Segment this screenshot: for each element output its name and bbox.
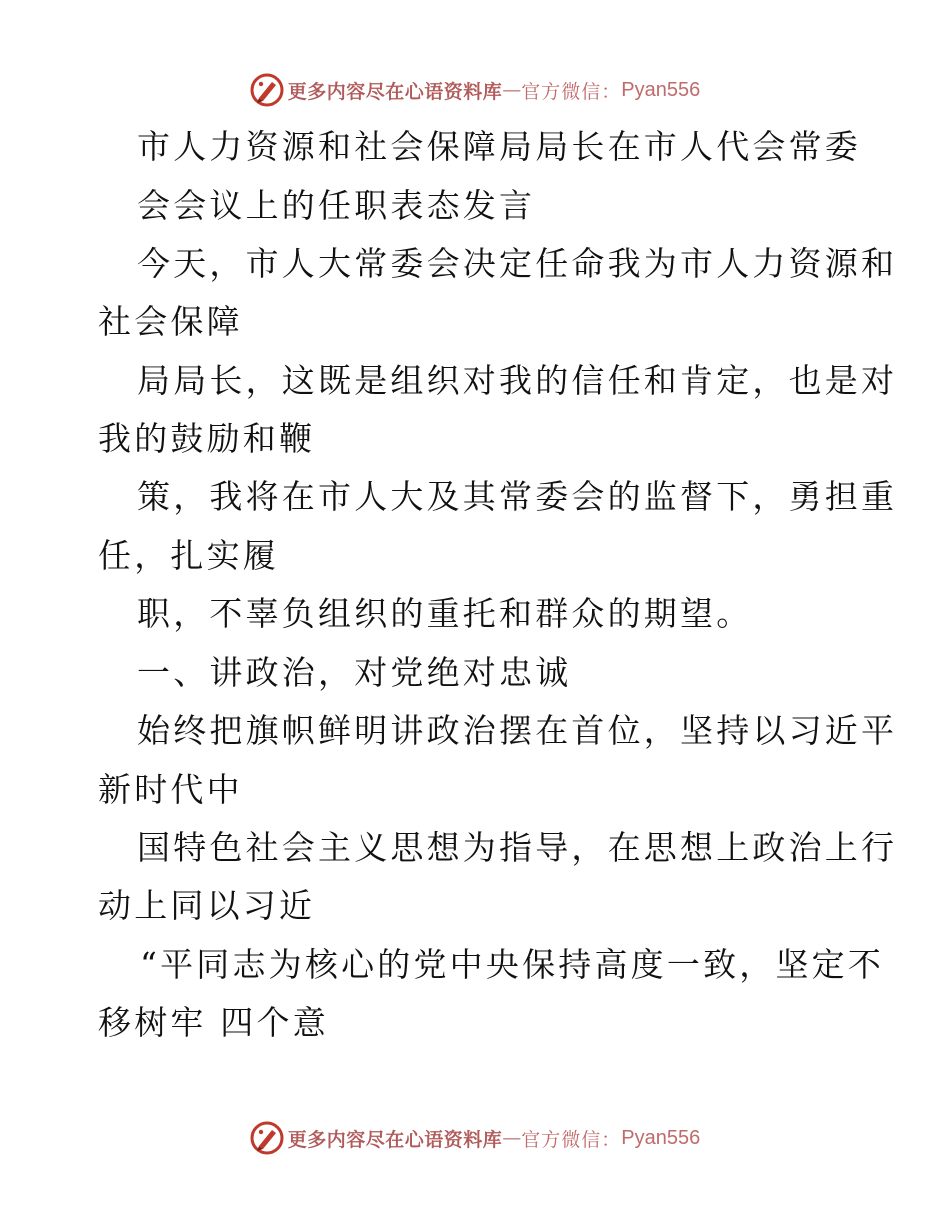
paragraph-line: 我的鼓励和鞭 [98,419,316,458]
banner-main-text: 更多内容尽在心语资料库 [287,80,503,103]
title-line-2: 会会议上的任职表态发言 [137,186,536,225]
section-heading: 一、讲政治，对党绝对忠诚 [137,653,572,692]
paragraph-line: 动上同以习近 [98,886,316,925]
paragraph-line: 策，我将在市人大及其常委会的监督下，勇担重 [137,477,898,516]
paragraph-line: 今天，市人大常委会决定任命我为市人力资源和 [137,244,898,283]
paragraph-line: 任，扎实履 [98,536,279,575]
paragraph-line: 新时代中 [98,770,243,809]
banner-dash: — [502,1127,522,1149]
banner-wechat-id: Pyan556 [621,78,701,101]
banner-main-text: 更多内容尽在心语资料库 [287,1128,503,1151]
title-line-1: 市人力资源和社会保障局局长在市人代会常委 [137,127,861,166]
paragraph-line: 局局长，这既是组织对我的信任和肯定，也是对 [137,361,898,400]
paragraph-line: 移树牢 四个意 [98,1003,329,1042]
paragraph-line: 职，不辜负组织的重托和群众的期望。 [137,594,753,633]
paragraph-line: 国特色社会主义思想为指导，在思想上政治上行 [137,828,898,867]
paragraph-line: “平同志为核心的党中央保持高度一致，坚定不 [140,945,885,984]
banner-dash: — [502,79,522,101]
banner-wechat-label: 官方微信： [521,80,622,103]
pen-logo-icon [250,1121,284,1155]
banner-wechat-id: Pyan556 [621,1126,701,1149]
footer-banner [0,1118,950,1158]
paragraph-line: 始终把旗帜鲜明讲政治摆在首位，坚持以习近平 [137,711,898,750]
banner-wechat-label: 官方微信： [521,1128,622,1151]
paragraph-line: 社会保障 [98,302,243,341]
